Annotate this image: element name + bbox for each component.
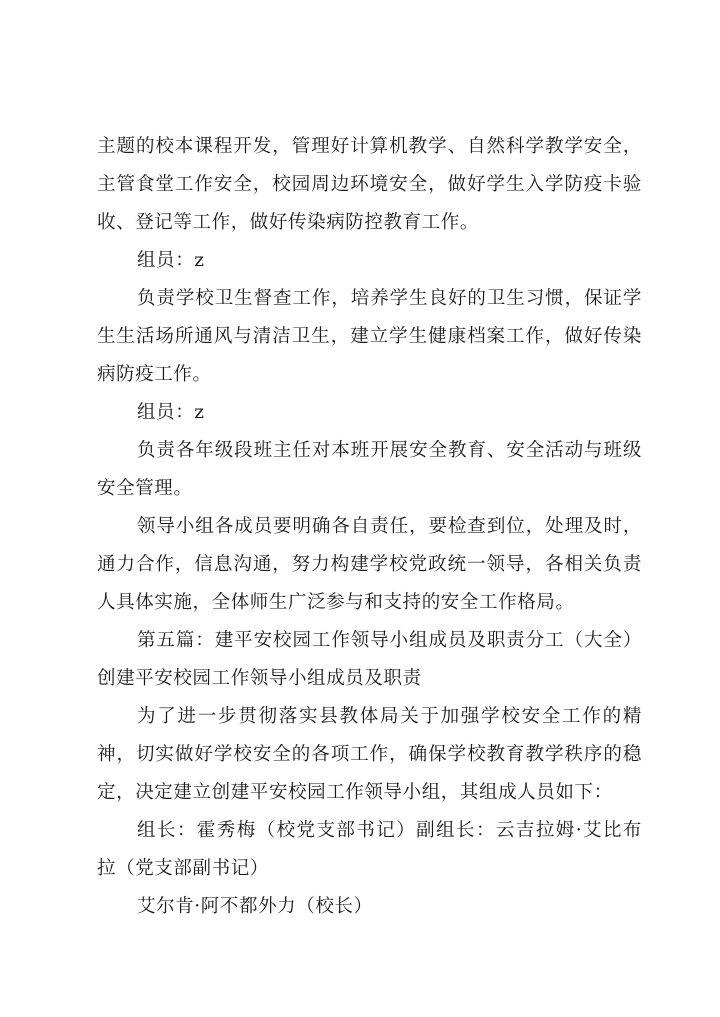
text-line: 为了进一步贯彻落实县教体局关于加强学校安全工作的精 xyxy=(137,706,642,727)
text-line: 负责各年级段班主任对本班开展安全教育、安全活动与班级 xyxy=(137,440,642,461)
paragraph-9 xyxy=(97,812,642,888)
text-line: 组长：霍秀梅（校党支部书记）副组长：云吉拉姆·艾比布 xyxy=(137,820,642,841)
paragraph-7 xyxy=(97,622,642,698)
text-line: 收、登记等工作，做好传染病防控教育工作。 xyxy=(97,212,480,233)
text-line: 主管食堂工作安全，校园周边环境安全，做好学生入学防疫卡验 xyxy=(97,174,642,195)
text-line: 病防疫工作。 xyxy=(97,364,212,385)
text-line: 神，切实做好学校安全的各项工作，确保学校教育教学秩序的稳 xyxy=(97,744,642,765)
document-body xyxy=(97,128,642,926)
text-line: 组员：z xyxy=(137,250,205,271)
text-line: 通力合作，信息沟通，努力构建学校党政统一领导，各相关负责 xyxy=(97,554,642,575)
paragraph-10 xyxy=(97,888,642,926)
paragraph-4 xyxy=(97,394,642,432)
paragraph-5 xyxy=(97,432,642,508)
paragraph-1 xyxy=(97,128,642,242)
text-line: 组员：z xyxy=(137,402,205,423)
paragraph-8 xyxy=(97,698,642,812)
text-line: 主题的校本课程开发，管理好计算机教学、自然科学教学安全， xyxy=(97,136,642,157)
paragraph-2 xyxy=(97,242,642,280)
text-line: 艾尔肯·阿不都外力（校长） xyxy=(137,896,373,917)
text-line: 负责学校卫生督查工作，培养学生良好的卫生习惯，保证学 xyxy=(137,288,642,309)
text-line: 人具体实施，全体师生广泛参与和支持的安全工作格局。 xyxy=(97,592,575,613)
paragraph-6 xyxy=(97,508,642,622)
text-line: 第五篇：建平安校园工作领导小组成员及职责分工（大全） xyxy=(137,630,642,651)
paragraph-3 xyxy=(97,280,642,394)
text-line: 领导小组各成员要明确各自责任，要检查到位，处理及时， xyxy=(137,516,642,537)
text-line: 定，决定建立创建平安校园工作领导小组，其组成人员如下： xyxy=(97,782,613,803)
text-line: 拉（党支部副书记） xyxy=(97,858,269,879)
text-line: 创建平安校园工作领导小组成员及职责 xyxy=(97,668,422,689)
text-line: 生生活场所通风与清洁卫生，建立学生健康档案工作，做好传染 xyxy=(97,326,642,347)
text-line: 安全管理。 xyxy=(97,478,193,499)
